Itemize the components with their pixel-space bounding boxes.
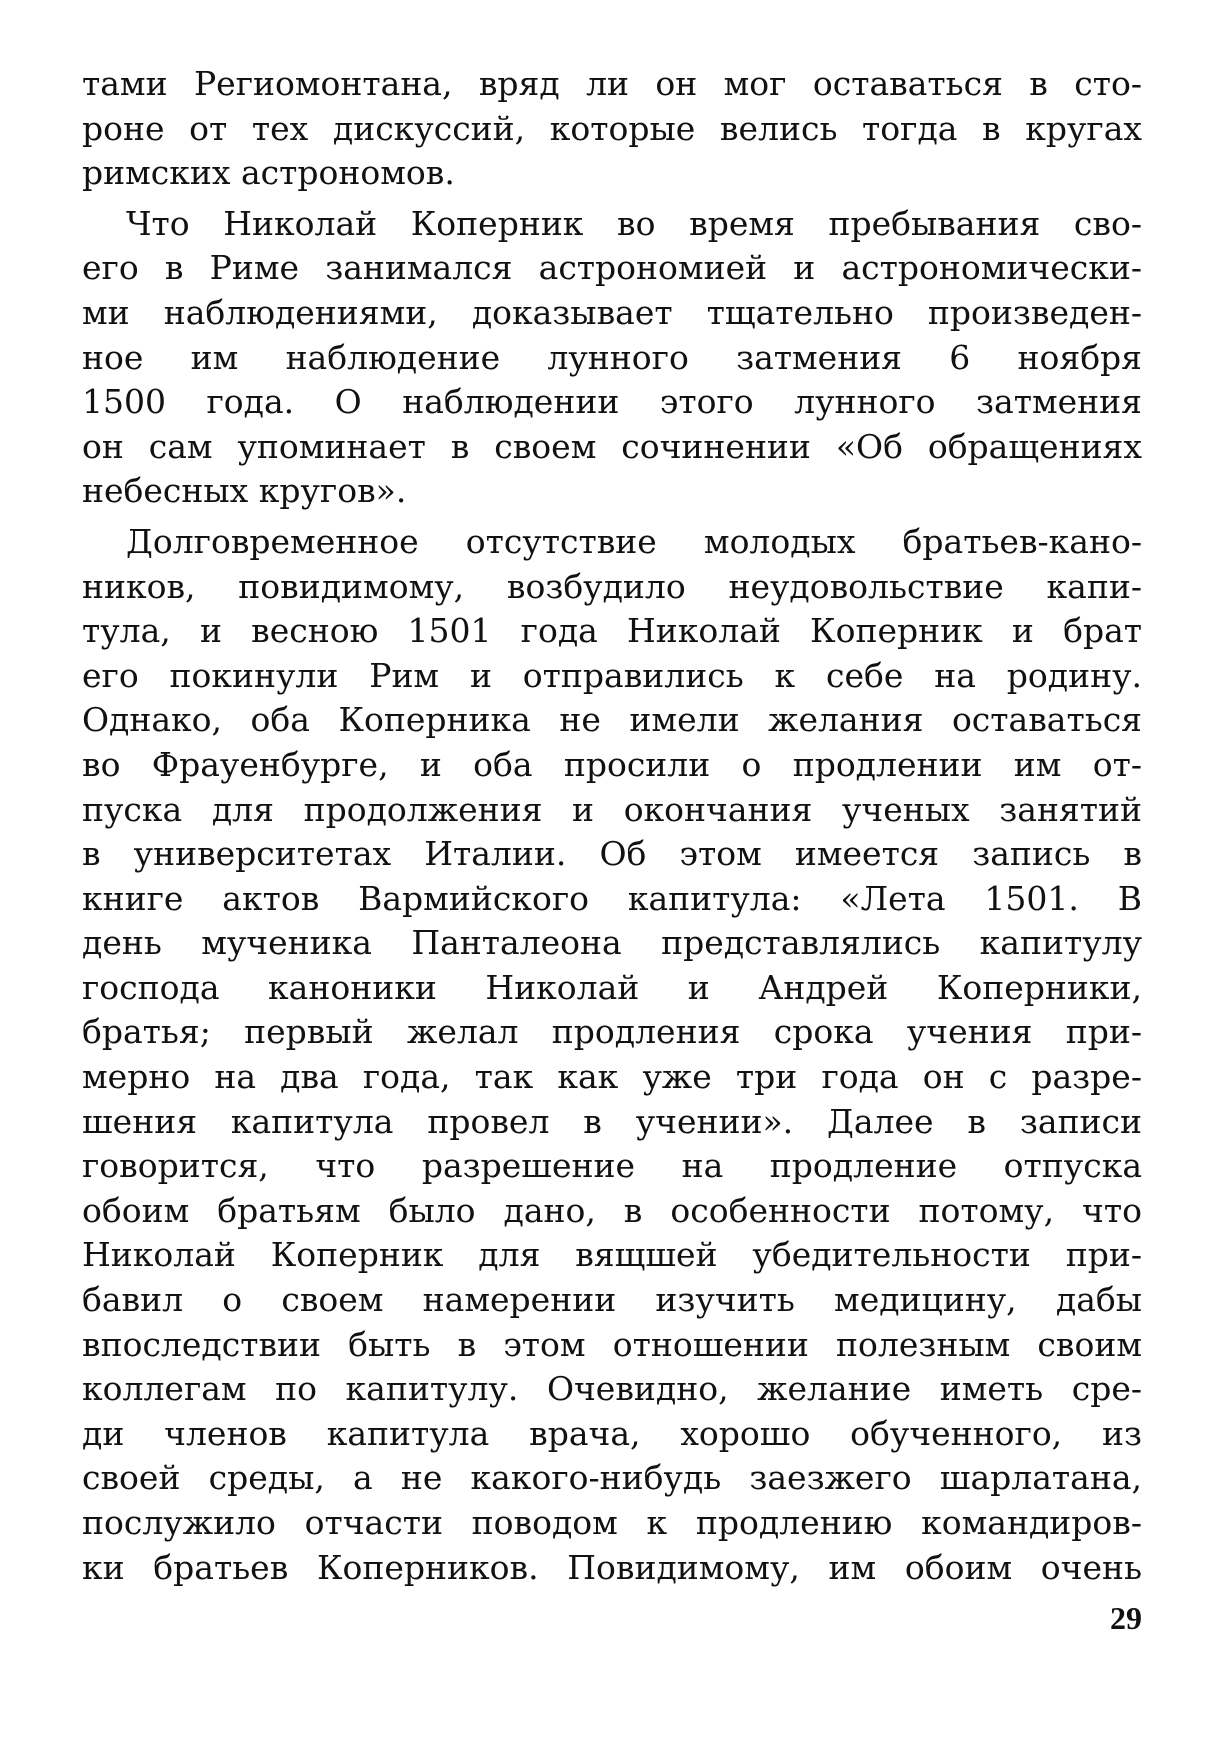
text-line: послужило отчасти поводом к продлению командиров- bbox=[82, 1503, 1142, 1542]
text-line: обоим братьям было дано, в особенности потому, что bbox=[82, 1190, 1142, 1230]
text-line: Что Николай Коперник во время пребывания сво- bbox=[126, 203, 1142, 243]
text-line: бавил о своем намерении изучить медицину, дабы bbox=[82, 1280, 1142, 1320]
text-line: книге актов Вармийского капитула: «Лета 1501. В bbox=[82, 878, 1142, 918]
text-line: во Фрауенбурге, и оба просили о продлении им от- bbox=[82, 744, 1142, 784]
paragraph-3 bbox=[82, 520, 1142, 1590]
text-line: ников, повидимому, возбудило неудовольствие капи- bbox=[82, 566, 1142, 606]
text-line: пуска для продолжения и окончания ученых занятий bbox=[82, 789, 1142, 829]
text-line: тула, и весною 1501 года Николай Коперник и брат bbox=[82, 611, 1142, 651]
text-line: роне от тех дискуссий, которые велись тогда в кругах bbox=[82, 108, 1142, 148]
paragraph-2 bbox=[82, 202, 1142, 514]
text-line: мерно на два года, так как уже три года он с разре- bbox=[82, 1057, 1142, 1097]
text-line: своей среды, а не какого-нибудь заезжего шарлатана, bbox=[82, 1458, 1142, 1498]
text-line: его покинули Рим и отправились к себе на родину. bbox=[82, 655, 1142, 695]
text-line: шения капитула провел в учении». Далее в записи bbox=[82, 1101, 1142, 1141]
page-body bbox=[82, 62, 1142, 1682]
text-line: господа каноники Николай и Андрей Коперники, bbox=[82, 967, 1142, 1007]
text-line: день мученика Панталеона представлялись капитулу bbox=[82, 923, 1142, 963]
paragraph-1 bbox=[82, 62, 1142, 196]
text-line: Долговременное отсутствие молодых братьев-кано- bbox=[126, 521, 1142, 561]
text-line: говорится, что разрешение на продление отпуска bbox=[82, 1146, 1142, 1186]
text-line: ми наблюдениями, доказывает тщательно произведен- bbox=[82, 292, 1142, 332]
text-line: братья; первый желал продления срока учения при- bbox=[82, 1012, 1142, 1052]
text-line: Николай Коперник для вящшей убедительности при- bbox=[82, 1235, 1142, 1275]
text-line: тами Региомонтана, вряд ли он мог оставаться в сто- bbox=[82, 64, 1142, 103]
text-line: впоследствии быть в этом отношении полезным своим bbox=[82, 1324, 1142, 1364]
text-line: коллегам по капитулу. Очевидно, желание иметь сре- bbox=[82, 1369, 1142, 1409]
text-line: ди членов капитула врача, хорошо обученного, из bbox=[82, 1413, 1142, 1453]
text-line: Однако, оба Коперника не имели желания оставаться bbox=[82, 700, 1142, 740]
text-line: небесных кругов». bbox=[82, 471, 407, 511]
text-line: римских астрономов. bbox=[82, 153, 455, 193]
text-line: ное им наблюдение лунного затмения 6 ноября bbox=[82, 337, 1142, 377]
text-line: ки братьев Коперников. Повидимому, им обоим очень bbox=[82, 1547, 1142, 1587]
text-line: 1500 года. О наблюдении этого лунного затмения bbox=[82, 382, 1142, 422]
text-line: он сам упоминает в своем сочинении «Об обращениях bbox=[82, 426, 1142, 466]
text-line: его в Риме занимался астрономией и астрономически- bbox=[82, 248, 1142, 288]
page-number: 29 bbox=[1110, 1600, 1142, 1636]
text-line: в университетах Италии. Об этом имеется запись в bbox=[82, 834, 1142, 874]
